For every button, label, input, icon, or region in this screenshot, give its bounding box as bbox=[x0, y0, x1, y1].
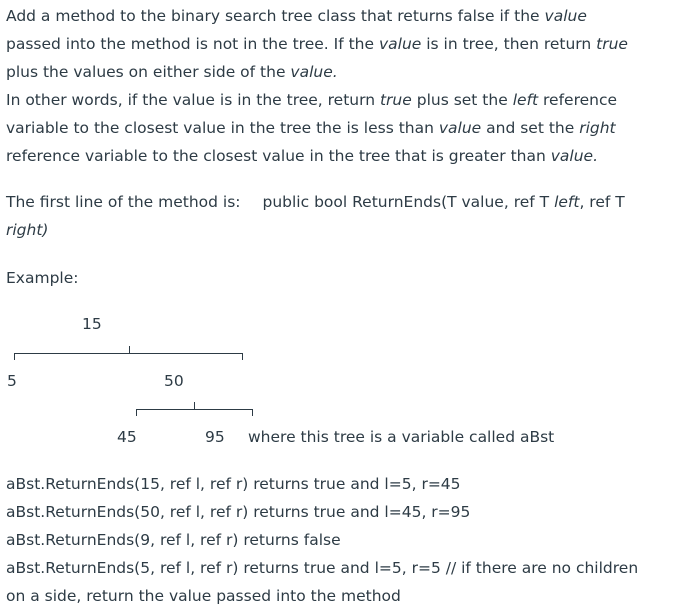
signature-line-2: right) bbox=[6, 221, 49, 239]
intro-line-5: variable to the closest value in the tree the is less than value and set the right bbox=[6, 119, 616, 137]
tree-tick-right bbox=[242, 353, 243, 360]
tree-tick-left bbox=[14, 353, 15, 360]
tree-tick-right-root bbox=[194, 402, 195, 409]
tree-tick-right-right bbox=[252, 409, 253, 416]
tree-branch-root bbox=[14, 353, 243, 354]
example-call-4-continued: on a side, return the value passed into the method bbox=[6, 587, 401, 605]
example-call-4: aBst.ReturnEnds(5, ref l, ref r) returns true and l=5, r=5 // if there are no children bbox=[6, 559, 639, 577]
tree-node-right-right: 95 bbox=[205, 428, 225, 446]
intro-line-1: Add a method to the binary search tree class that returns false if the value bbox=[6, 7, 587, 25]
signature-prefix: The first line of the method is: bbox=[6, 193, 241, 211]
tree-caption: where this tree is a variable called aBst bbox=[248, 428, 555, 446]
tree-tick-root bbox=[129, 346, 130, 353]
tree-node-right-left: 45 bbox=[117, 428, 137, 446]
intro-line-2: passed into the method is not in the tree. If the value is in tree, then return true bbox=[6, 35, 628, 53]
tree-node-right: 50 bbox=[164, 372, 184, 390]
example-call-2: aBst.ReturnEnds(50, ref l, ref r) returns true and l=45, r=95 bbox=[6, 503, 471, 521]
intro-line-6: reference variable to the closest value in the tree that is greater than value. bbox=[6, 147, 598, 165]
example-call-1: aBst.ReturnEnds(15, ref l, ref r) returns true and l=5, r=45 bbox=[6, 475, 461, 493]
intro-line-3: plus the values on either side of the value. bbox=[6, 63, 338, 81]
tree-tick-right-left bbox=[136, 409, 137, 416]
example-label: Example: bbox=[6, 269, 79, 287]
signature-code: public bool ReturnEnds(T value, ref T left, ref T bbox=[262, 193, 625, 211]
example-call-3: aBst.ReturnEnds(9, ref l, ref r) returns false bbox=[6, 531, 341, 549]
intro-line-4: In other words, if the value is in the tree, return true plus set the left reference bbox=[6, 91, 618, 109]
tree-node-root: 15 bbox=[82, 315, 102, 333]
tree-branch-right bbox=[136, 409, 253, 410]
tree-node-left: 5 bbox=[7, 372, 17, 390]
signature-line bbox=[6, 192, 625, 212]
